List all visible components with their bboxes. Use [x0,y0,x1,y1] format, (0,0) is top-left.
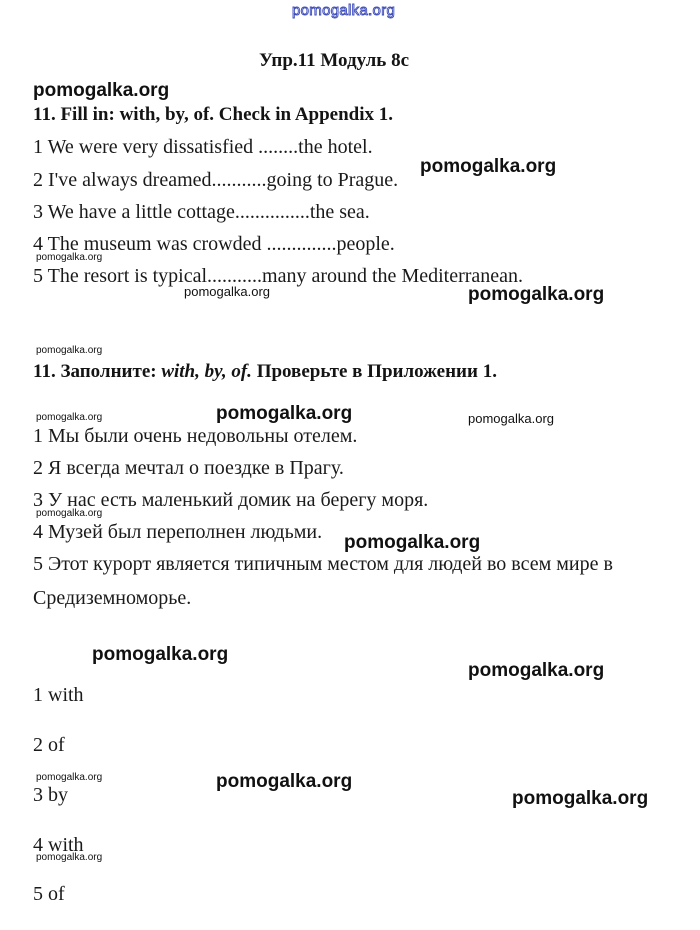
russian-item: Средиземноморье. [33,587,192,609]
russian-item: 4 Музей был переполнен людьми. [33,521,323,543]
russian-item: 2 Я всегда мечтал о поездке в Прагу. [33,457,344,479]
watermark: pomogalka.org [216,771,353,792]
russian-heading-rest: Проверьте в Приложении 1. [251,361,497,382]
watermark: pomogalka.org [184,284,270,299]
english-item: 1 We were very dissatisfied ........the hotel. [33,136,373,158]
answer-item: 4 with [33,834,84,856]
watermark: pomogalka.org [36,772,103,783]
english-item: 4 The museum was crowded ..............people. [33,233,395,255]
watermark: pomogalka.org [33,80,170,101]
answer-item: 1 with [33,684,84,706]
watermark: pomogalka.org [36,252,103,263]
watermark: pomogalka.org [36,508,103,519]
russian-item: 3 У нас есть маленький домик на берегу моря. [33,489,429,511]
watermark: pomogalka.org [468,411,554,426]
watermark: pomogalka.org [36,345,103,356]
answer-item: 3 by [33,784,68,806]
watermark: pomogalka.org [420,156,557,177]
watermark: pomogalka.org [36,852,103,863]
russian-heading-words: with, by, of. [161,361,252,382]
watermark: pomogalka.org [36,412,103,423]
english-item: 2 I've always dreamed...........going to Prague. [33,169,399,191]
russian-heading-num: 11. Заполните: [33,361,162,382]
answer-item: 2 of [33,734,65,756]
russian-item: 5 Этот курорт является типичным местом для людей во всем мире в [33,553,613,575]
answer-item: 5 of [33,883,65,905]
watermark: pomogalka.org [468,284,605,305]
watermark: pomogalka.org [216,403,353,424]
english-heading: 11. Fill in: with, by, of. Check in Appendix 1. [33,104,394,125]
russian-heading [33,361,497,383]
watermark: pomogalka.org [92,644,229,665]
watermark: pomogalka.org [468,660,605,681]
english-item: 5 The resort is typical...........many around the Mediterranean. [33,265,524,287]
watermark: pomogalka.org [344,532,481,553]
russian-item: 1 Мы были очень недовольны отелем. [33,425,358,447]
page-title: Упр.11 Модуль 8с [259,50,410,71]
header-watermark: pomogalka.org [292,2,396,19]
watermark: pomogalka.org [512,788,649,809]
english-item: 3 We have a little cottage...............the sea. [33,201,370,223]
